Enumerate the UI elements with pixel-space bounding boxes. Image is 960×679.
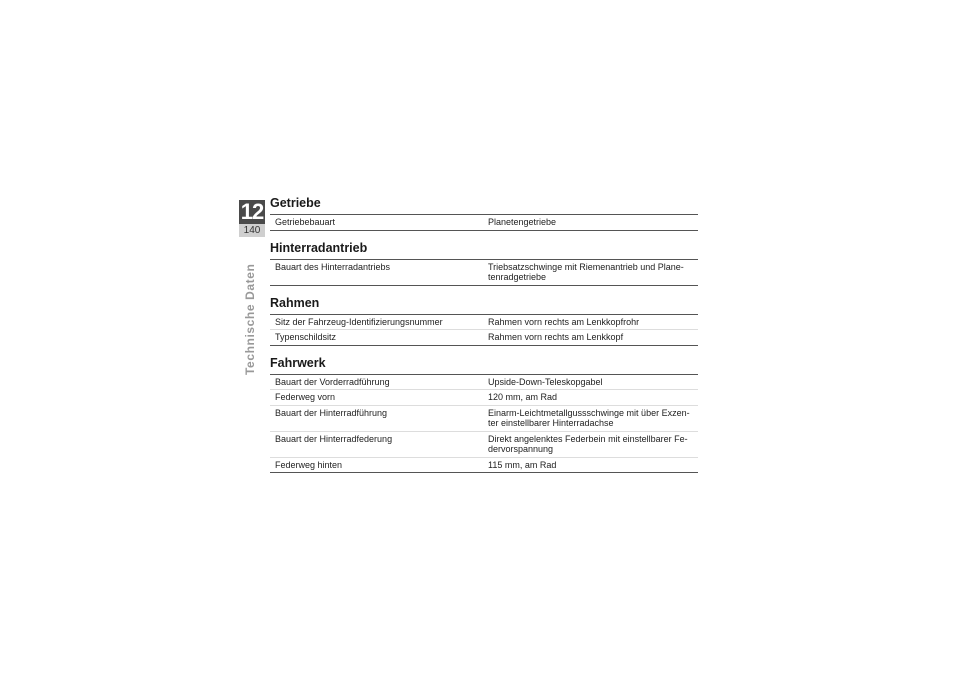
- table-row: [270, 315, 698, 330]
- spec-label: Federweg hinten: [275, 459, 343, 470]
- spec-label: Typenschildsitz: [275, 332, 337, 342]
- spec-table: [270, 214, 698, 231]
- section-title: Rahmen: [270, 295, 320, 310]
- table-row: [270, 457, 698, 473]
- page-number: 140: [239, 224, 265, 237]
- spec-value: Rahmen vorn rechts am Lenkkopf: [488, 332, 624, 342]
- spec-label: Bauart der Hinterradführung: [275, 407, 388, 418]
- table-row: [270, 375, 698, 390]
- section-title: Getriebe: [270, 196, 321, 210]
- spec-value: 115 mm, am Rad: [488, 459, 557, 470]
- spec-label: Bauart der Vorderradführung: [275, 376, 390, 387]
- section-hinterradantrieb: [270, 241, 698, 286]
- spec-label: Getriebebauart: [275, 217, 336, 227]
- spec-label: Bauart der Hinterradfederung: [275, 433, 393, 444]
- section-rahmen: [270, 296, 698, 346]
- spec-content: [270, 196, 698, 483]
- spec-table: [270, 374, 698, 474]
- table-row: [270, 260, 698, 285]
- table-row: [270, 215, 698, 230]
- table-row: [270, 405, 698, 431]
- chapter-badge: [239, 200, 265, 238]
- spec-label: Federweg vorn: [275, 392, 336, 402]
- section-fahrwerk: [270, 356, 698, 474]
- spec-table: [270, 314, 698, 346]
- spec-value: Upside-Down-Teleskopgabel: [488, 376, 603, 387]
- section-getriebe: [270, 196, 698, 231]
- spec-value: Planetengetriebe: [488, 217, 557, 227]
- spec-value: Direkt angelenktes Federbein mit einstellbarer Fe- dervorspannung: [488, 433, 688, 454]
- table-row: [270, 329, 698, 345]
- spec-table: [270, 259, 698, 286]
- table-row: [270, 389, 698, 405]
- spec-label: Sitz der Fahrzeug-Identifizierungsnummer: [275, 316, 443, 327]
- table-row: [270, 431, 698, 457]
- spec-value: Triebsatzschwinge mit Riemenantrieb und Plane- tenradgetriebe: [488, 261, 684, 282]
- chapter-side-label: Technische Daten: [243, 263, 257, 375]
- spec-label: Bauart des Hinterradantriebs: [275, 261, 391, 272]
- spec-value: Einarm-Leichtmetallgussschwinge mit über Exzen- ter einstellbarer Hinterradachse: [488, 407, 690, 428]
- chapter-number: 12: [240, 199, 264, 224]
- spec-value: Rahmen vorn rechts am Lenkkopfrohr: [488, 316, 640, 327]
- spec-value: 120 mm, am Rad: [488, 392, 558, 402]
- section-title: Hinterradantrieb: [270, 240, 368, 255]
- section-title: Fahrwerk: [270, 355, 326, 370]
